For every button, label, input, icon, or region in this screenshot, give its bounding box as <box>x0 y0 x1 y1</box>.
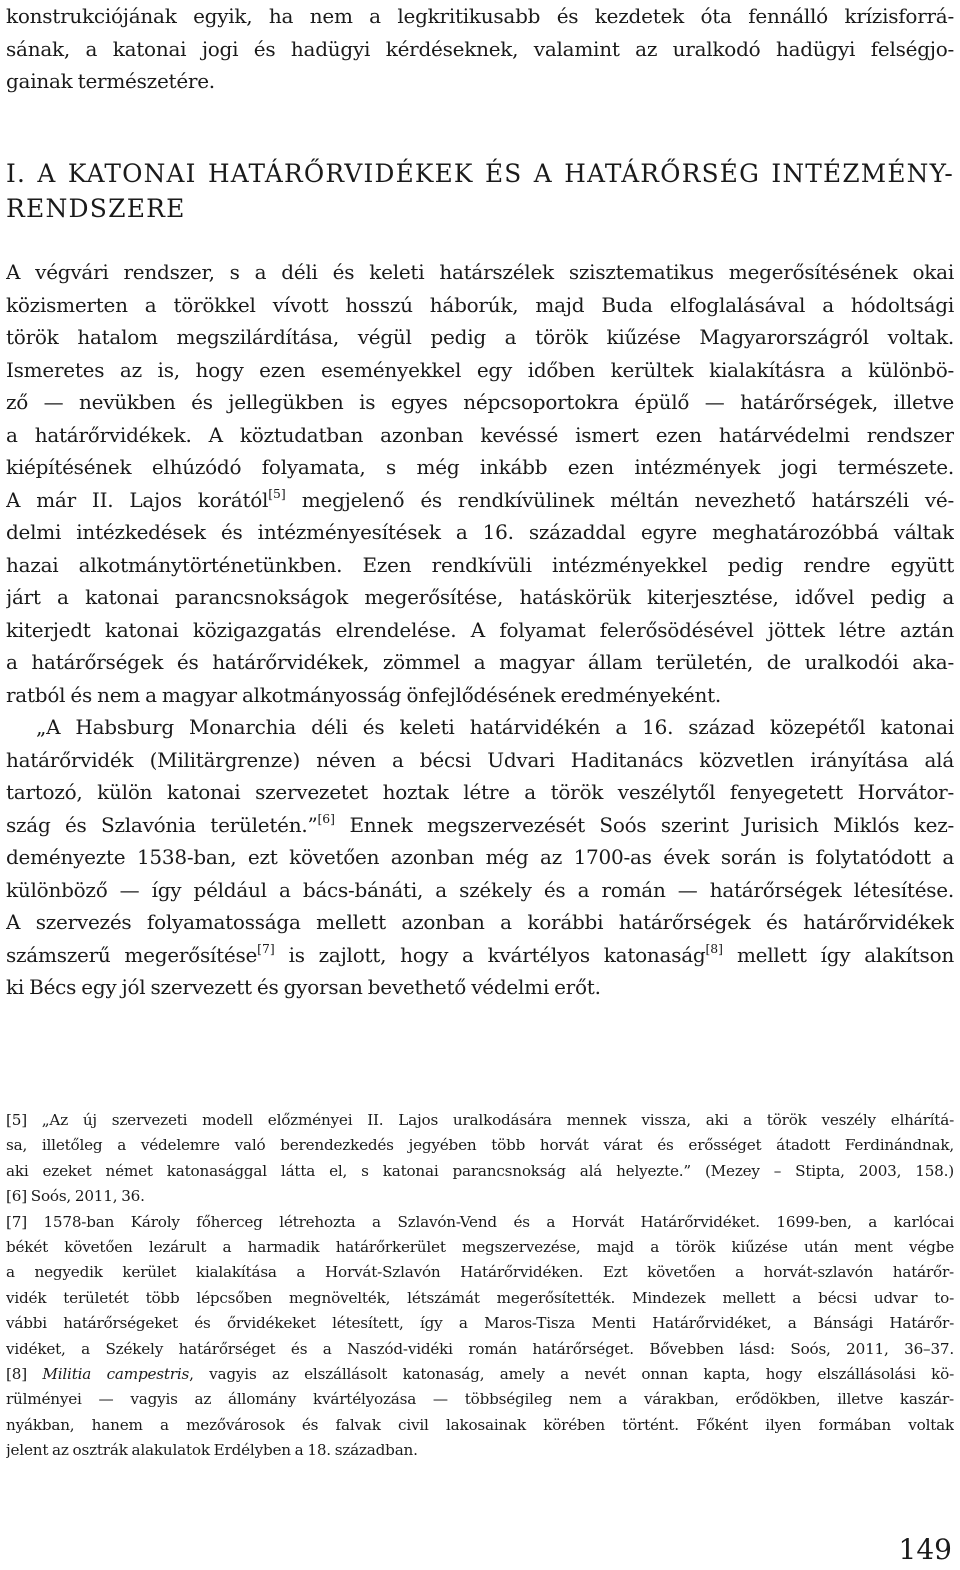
text-line: konstrukciójának egyik, ha nem a legkritikusabb és kezdetek óta fennálló krízisforrá- <box>6 4 954 28</box>
footnotes <box>6 1108 954 1463</box>
text-line: „A Habsburg Monarchia déli és keleti határvidékén a 16. század közepétől katonai <box>36 715 954 739</box>
footnote-7-line: vábbi határőrségeket és őrvidékeket létesített, így a Maros-Tisza Menti Határőrvidéket, a Bánsági Határőr- <box>6 1314 954 1333</box>
page-number: 149 <box>898 1533 952 1566</box>
text-line: hazai alkotmánytörténetünkben. Ezen rendkívüli intézményekkel pedig rendre együtt <box>6 552 954 577</box>
intro-paragraph <box>6 0 954 98</box>
footnote-7-line: békét követően lezárult a harmadik határőrkerület megszervezése, majd a török kiűzése után ment végbe <box>6 1237 954 1256</box>
text-line: A már II. Lajos korától[5] megjelenő és rendkívülinek méltán nevezhető határszéli vé- <box>6 486 954 512</box>
text-line: sának, a katonai jogi és hadügyi kérdéseknek, valamint az uralkodó hadügyi felségjo- <box>6 36 954 61</box>
text-line: a határőrvidékek. A köztudatban azonban kevéssé ismert ezen határvédelmi rendszer <box>6 422 954 447</box>
text-line: deményezte 1538-ban, ezt követően azonban még az 1700-as évek során is folytatódott a <box>6 845 954 869</box>
text-line: közismerten a törökkel vívott hosszú háborúk, majd Buda elfoglalásával a hódoltsági <box>6 292 954 317</box>
text-line: ki Bécs egy jól szervezett és gyorsan bevethető védelmi erőt. <box>6 975 601 999</box>
text-line: török hatalom megszilárdítása, végül pedig a török kiűzése Magyarországról voltak. <box>6 325 954 349</box>
footnote-ref[interactable]: [6] <box>317 811 336 827</box>
text-line: szág és Szlavónia területén.”[6] Ennek megszervezését Soós szerint Jurisich Miklós kez- <box>6 811 954 837</box>
text-line: gainak természetére. <box>6 69 215 93</box>
body-text <box>6 256 954 1004</box>
footnote-8-line: rülményei — vagyis az állomány kvártélyozása — többségileg nem a várakban, erődökben, illetve kaszár- <box>6 1390 954 1409</box>
footnote-6-line: [6] Soós, 2011, 36. <box>6 1187 145 1206</box>
text-line: Ismeretes az is, hogy ezen eseményekkel egy időben kerültek kialakításra a különbö- <box>6 357 954 382</box>
footnote-7-line: [7] 1578-ban Károly főherceg létrehozta a Szlavón-Vend és a Horvát Határőrvidéket. 1699-ben, a karlócai <box>6 1212 954 1231</box>
footnote-8-line: [8] Militia campestris, vagyis az elszállásolt katonaság, amely a nevét onnan kapta, hogy elszállásolási kö- <box>6 1364 954 1383</box>
heading-line: I. A KATONAI HATÁRŐRVIDÉKEK ÉS A HATÁRŐRSÉG INTÉZMÉNY- <box>6 159 954 188</box>
footnote-ref[interactable]: [7] <box>257 941 275 957</box>
footnote-8-line: nyákban, hanem a mezővárosok és falvak civil lakosainak körében történt. Főként ilyen formában voltak <box>6 1415 954 1434</box>
text-line: számszerű megerősítése[7] is zajlott, hogy a kvártélyos katonaság[8] mellett így alakítson <box>6 941 954 967</box>
footnote-ref[interactable]: [8] <box>705 941 724 957</box>
text-line: különböző — így például a bács-bánáti, a székely és a román — határőrségek létesítése. <box>6 877 954 902</box>
text-line: kiterjedt katonai közigazgatás elrendelése. A folyamat felerősödésével jöttek létre aztán <box>6 617 954 642</box>
footnote-7-line: vidéket, a Székely határőrséget és a Naszód-vidéki román határőrséget. Bővebben lásd: Soós, 2011, 36–37. <box>6 1339 954 1358</box>
section-heading <box>6 156 954 226</box>
latin-term: Militia campestris <box>42 1364 190 1383</box>
footnote-5-line: sa, illetőleg a védelemre való berendezkedés jegyében több horvát várat és erősséget átadott Ferdinándnak, <box>6 1136 954 1155</box>
footnote-8-line: jelent az osztrák alakulatok Erdélyben a 18. században. <box>6 1441 418 1460</box>
heading-line: RENDSZERE <box>6 194 186 223</box>
footnote-5-line: aki ezeket német katonasággal látta el, s katonai parancsnokság alá helyezte.” (Mezey – Stipta, 2003, 158.) <box>6 1161 954 1180</box>
text-line: tartozó, külön katonai szervezetet hoztak létre a török veszélytől fenyegetett Horvátor- <box>6 780 954 804</box>
text-line: járt a katonai parancsnokságok megerősítése, hatáskörük kiterjesztése, idővel pedig a <box>6 585 954 609</box>
text-line: delmi intézkedések és intézményesítések a 16. századdal egyre meghatározóbbá váltak <box>6 520 954 544</box>
text-line: ző — nevükben és jellegükben is egyes népcsoportokra épülő — határőrségek, illetve <box>6 390 954 414</box>
text-line: a határőrségek és határőrvidékek, zömmel a magyar állam területén, de uralkodói aka- <box>6 650 954 674</box>
text-line: határőrvidék (Militärgrenze) néven a bécsi Udvari Haditanács közvetlen irányítása alá <box>6 747 954 772</box>
footnote-7-line: a negyedik kerület kialakítása a Horvát-Szlavón Határőrvidéken. Ezt követően a horvát-szlavón határőr- <box>6 1263 954 1282</box>
footnote-ref[interactable]: [5] <box>268 486 286 502</box>
text-line: A szervezés folyamatossága mellett azonban a korábbi határőrségek és határőrvidékek <box>6 910 954 934</box>
text-line: kiépítésének elhúzódó folyamata, s még inkább ezen intézmények jogi természete. <box>6 455 954 479</box>
footnote-5-line: [5] „Az új szervezeti modell előzményei II. Lajos uralkodására mennek vissza, aki a török veszély elhárítá- <box>6 1111 954 1129</box>
text-line: ratból és nem a magyar alkotmányosság önfejlődésének eredményeként. <box>6 682 722 707</box>
text-line: A végvári rendszer, s a déli és keleti határszélek szisztematikus megerősítésének okai <box>6 260 954 284</box>
footnote-7-line: vidék területét több lépcsőben megnövelték, létszámát megerősítették. Mindezek mellett a bécsi udvar to- <box>6 1288 954 1307</box>
